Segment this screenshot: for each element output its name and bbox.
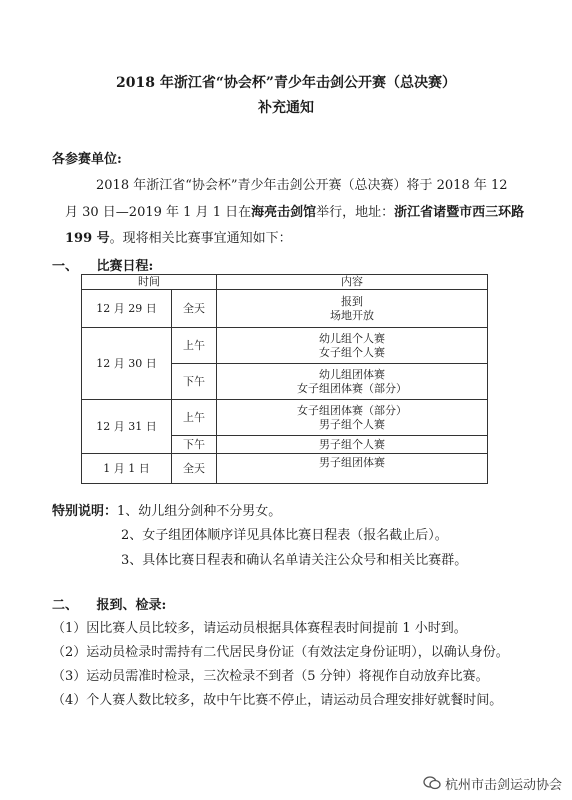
section-1-title: 比赛日程: (96, 259, 154, 274)
header-content: 内容 (217, 275, 488, 290)
date-cell: 1 月 1 日 (82, 454, 172, 484)
notice-subtitle: 补充通知 (258, 100, 314, 116)
content-line: 女子组团体赛（部分） (297, 403, 407, 417)
content-line: 男子组个人赛 (319, 417, 385, 431)
date-cell: 12 月 31 日 (82, 400, 172, 454)
intro-dates: 月 30 日—2019 年 1 月 1 日在 (65, 205, 252, 220)
note-2: 2、女子组团体顺序详见具体比赛日程表（报名截止后）。 (121, 528, 448, 543)
table-row (82, 290, 488, 328)
table-row (82, 328, 488, 364)
table-row (82, 454, 488, 484)
intro-line-1: 2018 年浙江省“协会杯”青少年击剑公开赛（总决赛）将于 2018 年 12 (96, 178, 508, 193)
slot-cell: 上午 (172, 400, 217, 436)
content-line: 女子组团体赛（部分） (297, 381, 407, 395)
schedule-table (81, 274, 488, 484)
content-line: 女子组个人赛 (319, 345, 385, 359)
list-item: （2）运动员检录时需持有二代居民身份证（有效法定身份证明），以确认身份。 (52, 645, 509, 660)
header-time: 时间 (82, 275, 217, 290)
slot-cell: 下午 (172, 436, 217, 454)
list-item: （4）个人赛人数比较多，故中午比赛不停止，请运动员合理安排好就餐时间。 (52, 693, 503, 708)
section-2-heading (52, 594, 166, 613)
note-3: 3、具体比赛日程表和确认名单请关注公众号和相关比赛群。 (121, 553, 468, 568)
salutation: 各参赛单位: (52, 152, 122, 167)
content-cell (217, 400, 488, 436)
content-cell (217, 290, 488, 328)
account-watermark (423, 774, 562, 795)
slot-cell: 全天 (172, 290, 217, 328)
section-1-heading (52, 255, 153, 274)
table-row (82, 400, 488, 436)
account-name: 杭州市击剑运动协会 (444, 777, 562, 793)
content-cell: 男子组团体赛 (217, 454, 488, 484)
content-cell (217, 364, 488, 400)
note-1: 1、幼儿组分剑种不分男女。 (117, 504, 282, 519)
notice-title: 2018 年浙江省“协会杯”青少年击剑公开赛（总决赛） (116, 75, 456, 91)
venue-address: 浙江省诸暨市西三环路 (394, 205, 525, 220)
content-line: 场地开放 (330, 308, 374, 322)
content-cell (217, 328, 488, 364)
intro-address-label: 举行，地址： (316, 205, 395, 220)
slot-cell: 下午 (172, 364, 217, 400)
section-2-title: 报到、检录: (96, 598, 167, 613)
content-cell: 男子组个人赛 (217, 436, 488, 454)
venue-address-number: 199 号 (65, 231, 110, 246)
intro-line-2 (65, 201, 524, 220)
notes-label: 特别说明： (52, 504, 118, 519)
slot-cell: 全天 (172, 454, 217, 484)
section-1-number: 一、 (52, 259, 79, 274)
content-line: 幼儿组个人赛 (319, 331, 385, 345)
content-line: 报到 (341, 294, 363, 308)
content-line: 幼儿组团体赛 (319, 367, 385, 381)
intro-closing: 。现将相关比赛事宜通知如下： (109, 231, 292, 246)
date-cell: 12 月 30 日 (82, 328, 172, 400)
list-item: （1）因比赛人员比较多，请运动员根据具体赛程表时间提前 1 小时到。 (52, 621, 467, 636)
wechat-icon (423, 776, 441, 794)
intro-line-3 (65, 227, 292, 246)
venue-name: 海亮击剑馆 (251, 205, 317, 220)
special-notes (52, 500, 281, 519)
date-cell: 12 月 29 日 (82, 290, 172, 328)
slot-cell: 上午 (172, 328, 217, 364)
section-2-number: 二、 (52, 598, 79, 613)
table-header-row (82, 275, 488, 290)
list-item: （3）运动员需准时检录，三次检录不到者（5 分钟）将视作自动放弃比赛。 (52, 669, 489, 684)
